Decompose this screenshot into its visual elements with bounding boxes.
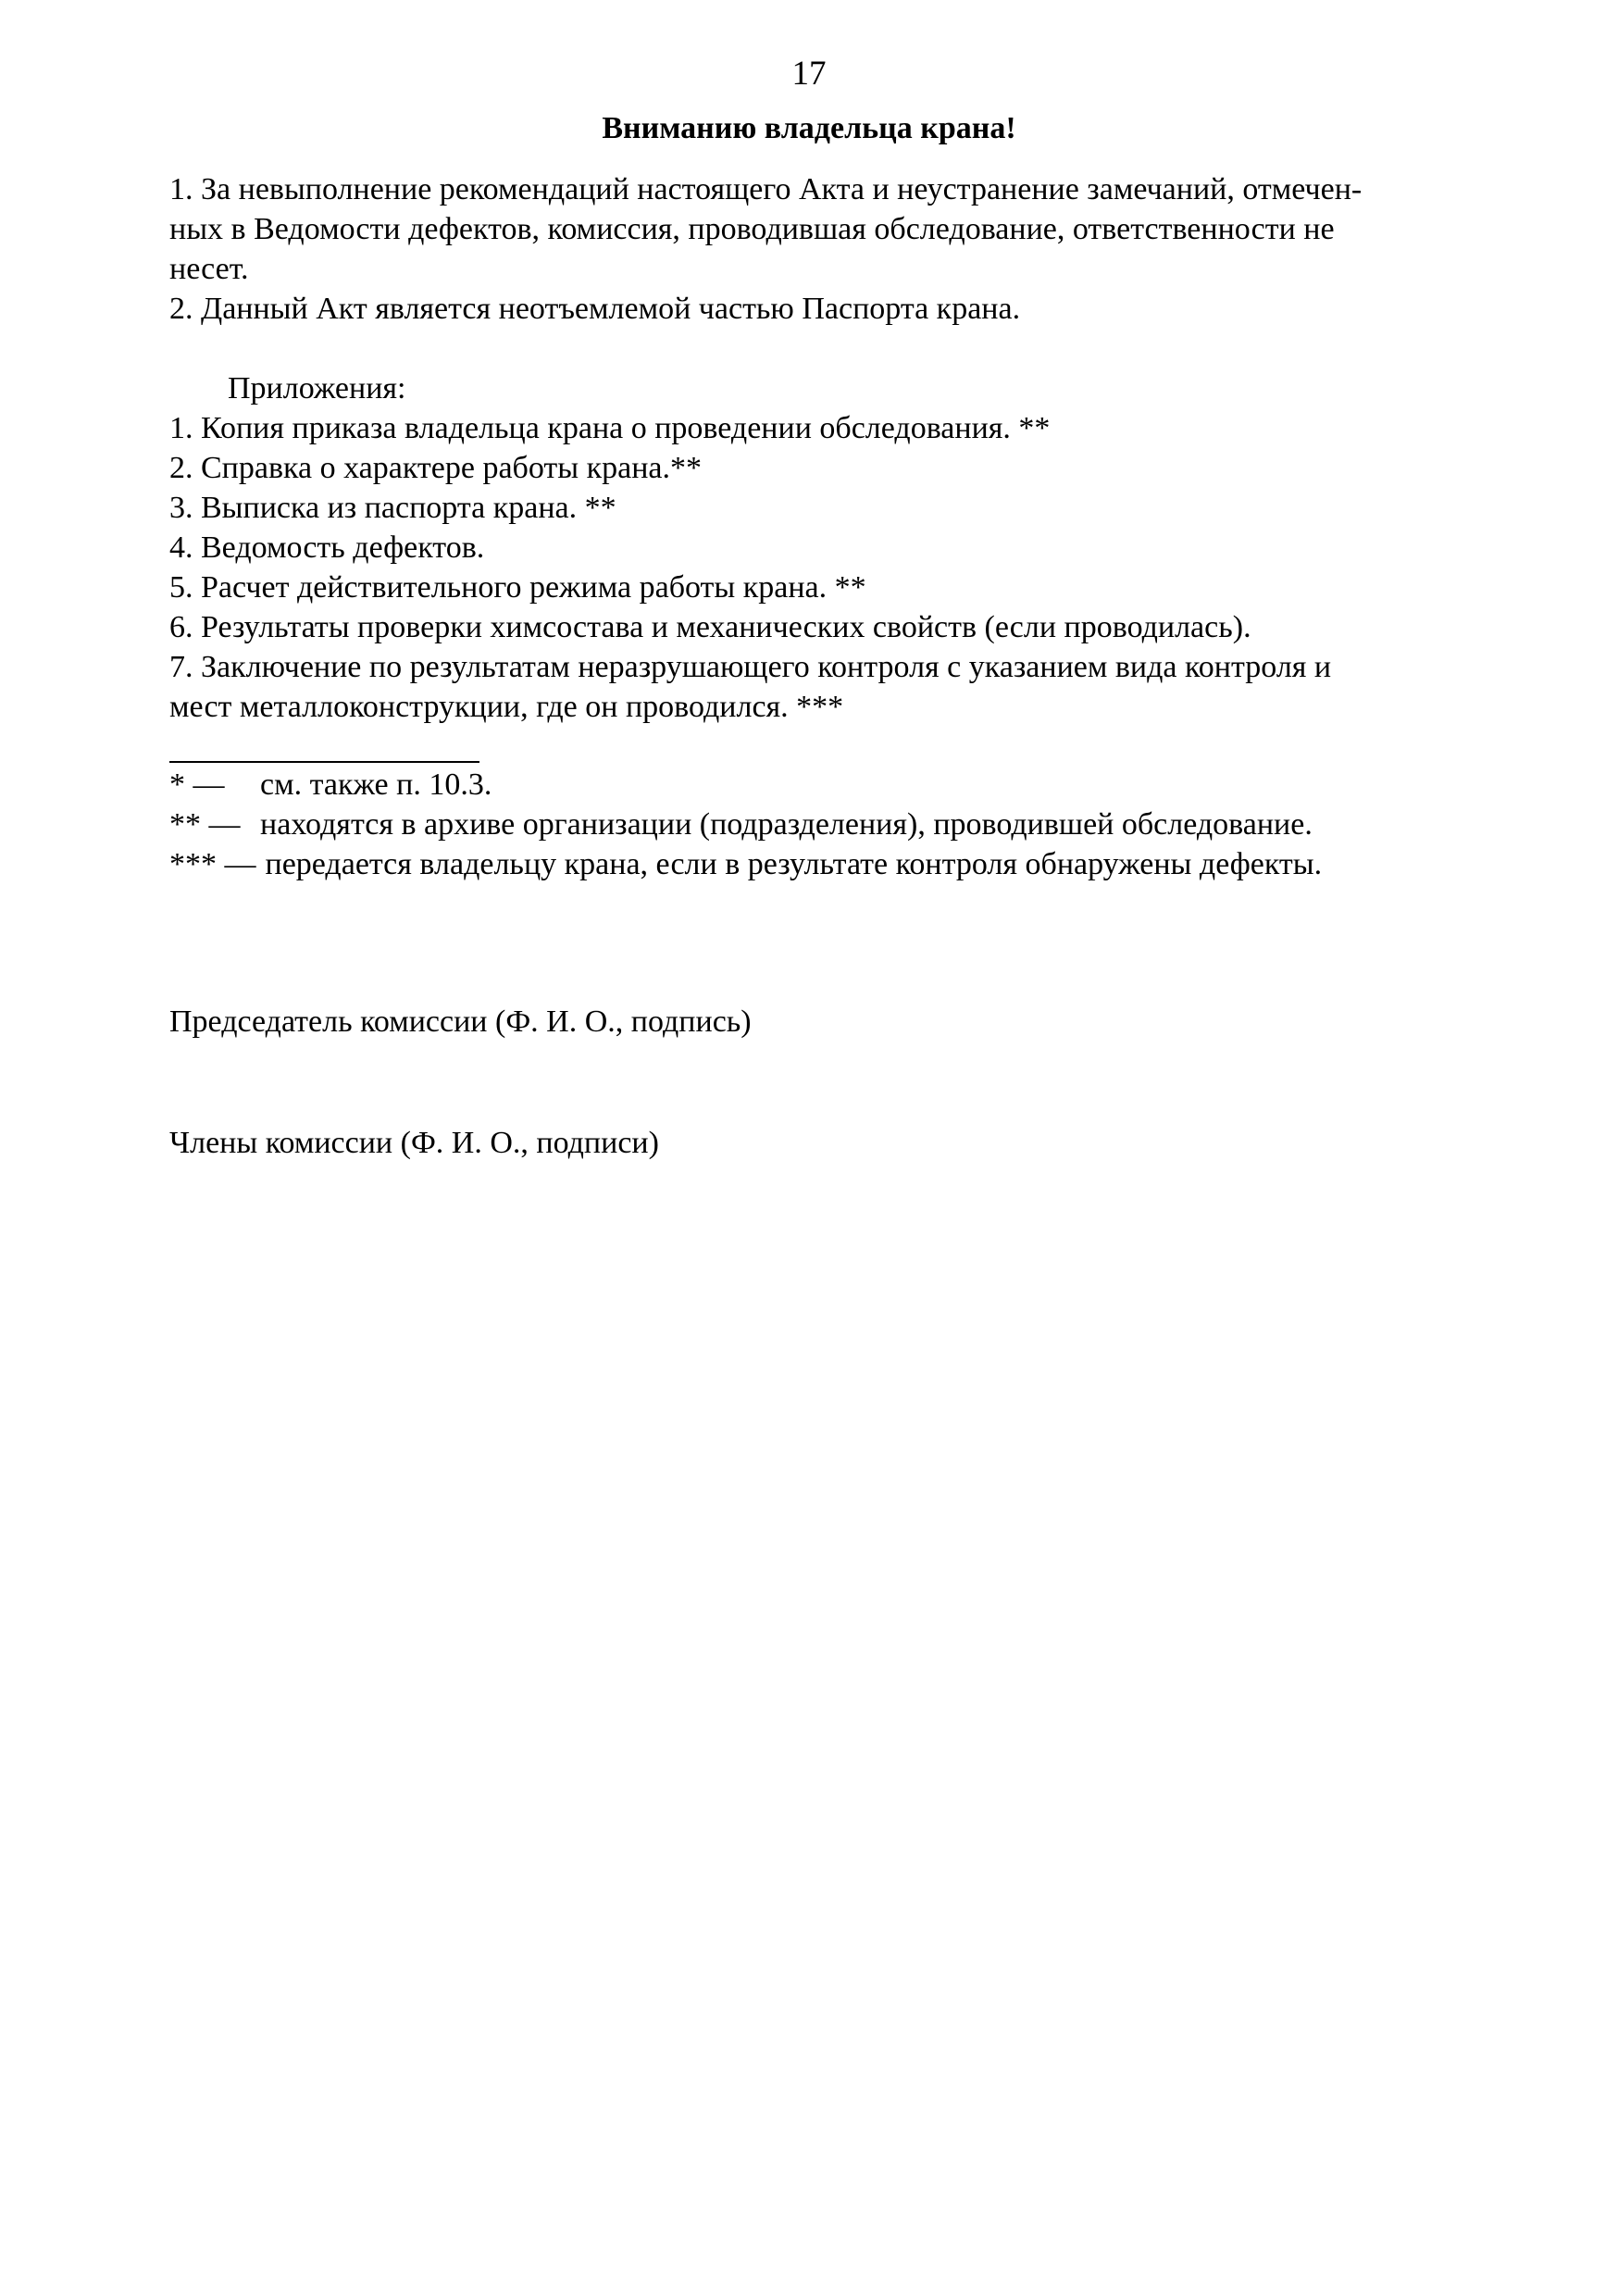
annex-item: 4. Ведомость дефектов. — [169, 530, 485, 565]
footnote-text: передается владельцу крана, если в результате контроля обнаружены дефекты. — [265, 847, 1323, 881]
footnotes-list — [169, 765, 1465, 884]
annex-item: 5. Расчет действительного режима работы крана. ** — [169, 570, 866, 605]
note-1-line: несет. — [169, 252, 249, 286]
note-1-line: 1. За невыполнение рекомендаций настоящего Акта и неустранение замечаний, отмечен- — [169, 172, 1363, 206]
note-2-paragraph — [169, 289, 1465, 329]
note-1-line: ных в Ведомости дефектов, комиссия, проводившая обследование, ответственности не — [169, 212, 1335, 246]
note-2-line: 2. Данный Акт является неотъемлемой частью Паспорта крана. — [169, 292, 1021, 326]
footnote-item — [169, 805, 1465, 844]
footnote-mark: ** — — [169, 807, 241, 842]
owner-attention-heading: Вниманию владельца крана! — [602, 111, 1016, 145]
annex-item: 2. Справка о характере работы крана.** — [169, 451, 702, 485]
chair-signature-line: Председатель комиссии (Ф. И. О., подпись) — [169, 1004, 752, 1039]
footnote-item — [169, 844, 1465, 884]
footnote-item — [169, 765, 1465, 805]
annex-title: Приложения: — [228, 371, 406, 406]
annex-list — [169, 408, 1465, 727]
members-signature-line: Члены комиссии (Ф. И. О., подписи) — [169, 1126, 659, 1160]
footnote-mark: * — — [169, 767, 225, 802]
page-number: 17 — [791, 55, 827, 93]
annex-item: 6. Результаты проверки химсостава и механических свойств (если проводилась). — [169, 610, 1251, 644]
note-1-paragraph — [169, 169, 1465, 289]
footnote-mark: *** — — [169, 847, 256, 881]
footnote-divider — [169, 761, 479, 763]
footnote-text: см. также п. 10.3. — [260, 767, 492, 802]
annex-item-continuation: мест металлоконструкции, где он проводился. *** — [169, 690, 844, 724]
annex-item: 1. Копия приказа владельца крана о проведении обследования. ** — [169, 411, 1051, 445]
footnote-text: находятся в архиве организации (подразделения), проводившей обследование. — [260, 807, 1313, 842]
annex-item: 3. Выписка из паспорта крана. ** — [169, 491, 616, 525]
annex-item: 7. Заключение по результатам неразрушающего контроля с указанием вида контроля и — [169, 650, 1332, 684]
